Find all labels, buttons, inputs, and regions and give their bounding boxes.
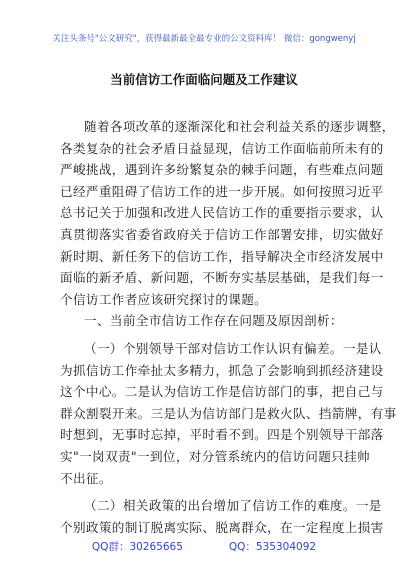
- document-body: [60, 116, 397, 538]
- body-line: 面临的新矛盾、新问题，不断夯实基层基础，是我们每一: [60, 270, 384, 286]
- body-line: （二）相关政策的出台增加了信访工作的难度。一是: [84, 498, 382, 514]
- body-line: 各类复杂的社会矛盾日益显现，信访工作面临前所未有的: [60, 140, 384, 156]
- body-line: 严峻挑战，遇到许多纷繁复杂的棘手问题，有些难点问题: [60, 162, 384, 178]
- body-line: 这个中心。二是认为信访工作是信访部门的事，把自己与: [60, 384, 384, 400]
- body-line: 个别政策的制订脱离实际、脱离群众，在一定程度上损害: [60, 519, 384, 535]
- header-note: 关注头条号"公文研究"，获得最新最全最专业的公文资料库！ 微信：gongwenyj: [52, 34, 356, 44]
- section-heading: 一、当前全市信访工作存在问题及原因剖析：: [84, 313, 343, 329]
- footer-qq-group: QQ群：30265665: [91, 541, 183, 553]
- body-line: 个信访工作者应该研究探讨的课题。: [60, 291, 268, 307]
- document-title: 当前信访工作面临问题及工作建议: [110, 72, 298, 87]
- body-line: 群众割裂开来。三是认为信访部门是救火队、挡箭牌，有事: [60, 405, 397, 421]
- body-line: 为抓信访工作牵扯太多精力，抓急了会影响到抓经济建设: [60, 362, 384, 378]
- body-line: 实"一岗双责"一到位，对分管系统内的信访问题只挂帅: [60, 448, 370, 464]
- body-line: （一）个别领导干部对信访工作认识有偏差。一是认: [84, 340, 382, 356]
- body-line: 随着各项改革的逐渐深化和社会利益关系的逐步调整，: [84, 119, 395, 134]
- body-line: 时想到，无事时忘掉，平时看不到。四是个别领导干部落: [60, 427, 384, 443]
- footer-qq-number: QQ：535304092: [228, 541, 317, 553]
- footer-contact: [0, 539, 408, 554]
- body-line: 不出征。: [60, 470, 112, 486]
- body-line: 已经严重阻碍了信访工作的进一步开展。如何按照习近平: [60, 183, 384, 199]
- body-line: 新时期、新任务下的信访工作，指导解决全市经济发展中: [60, 248, 384, 264]
- body-line: 真贯彻落实省委省政府关于信访工作部署安排，切实做好: [60, 226, 384, 242]
- body-line: 总书记关于加强和改进人民信访工作的重要指示要求，认: [60, 205, 384, 221]
